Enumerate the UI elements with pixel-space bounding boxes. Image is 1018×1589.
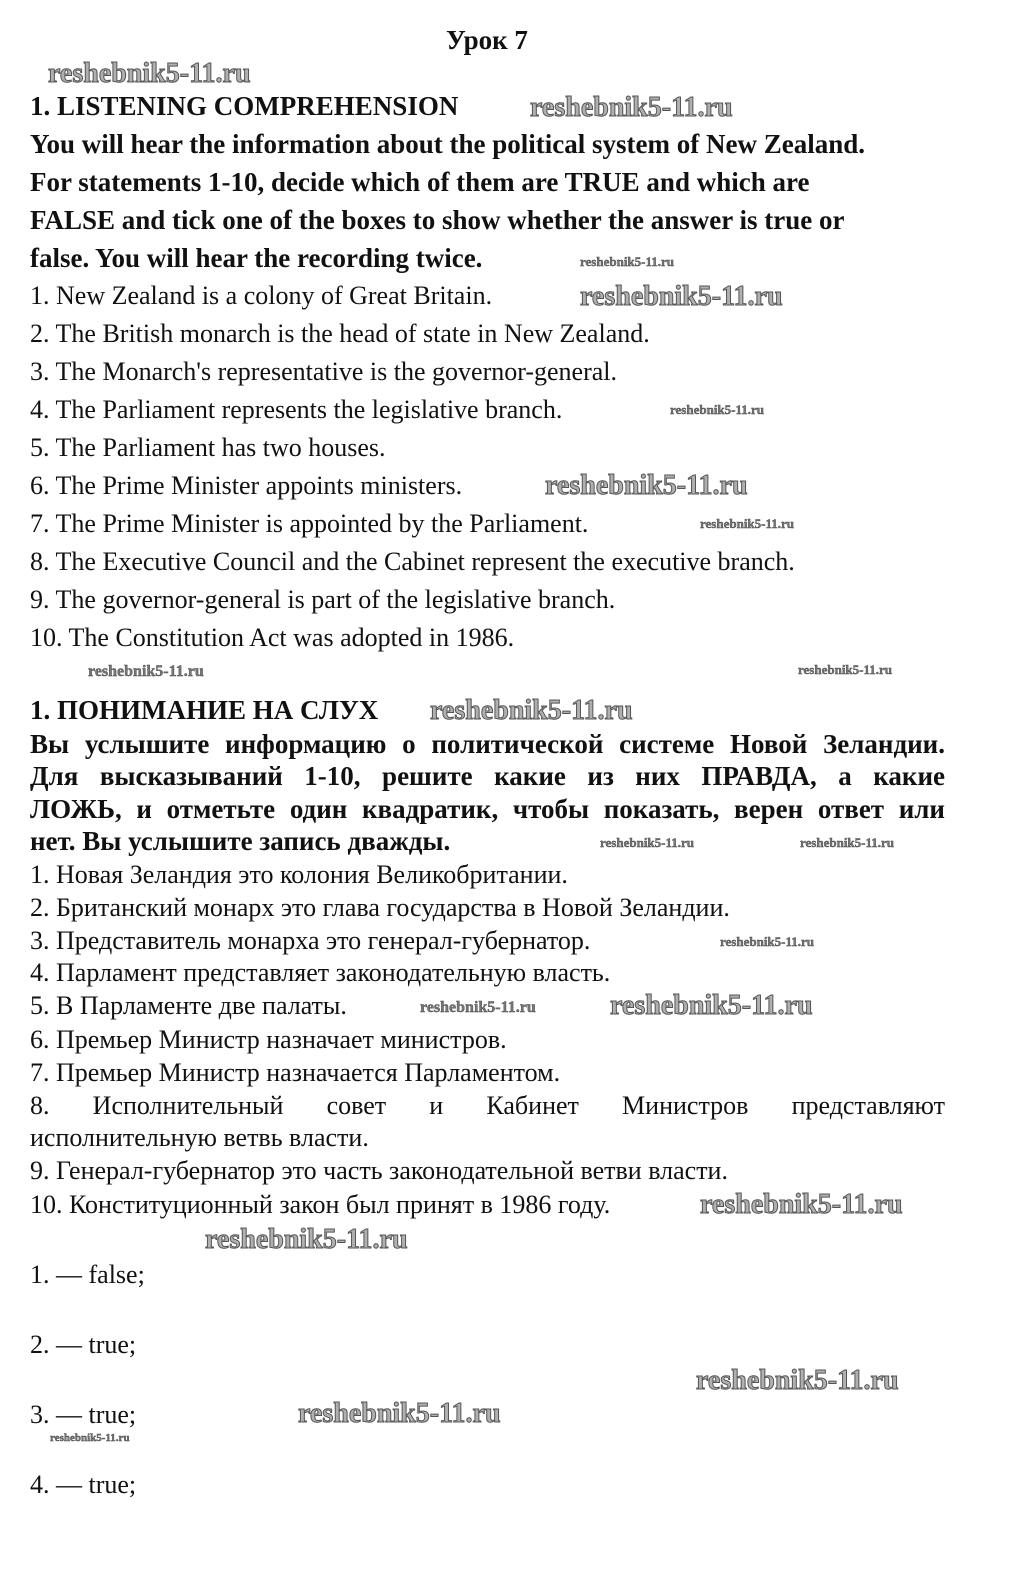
statement: 2. Британский монарх это глава государства в Новой Зеландии. [30,893,730,922]
statement: 5. The Parliament has two houses. [30,433,386,462]
statement: 5. В Парламенте две палаты. [30,991,347,1020]
watermark: reshebnik5-11.ru [610,990,813,1021]
watermark: reshebnik5-11.ru [48,58,251,89]
statement: 7. Премьер Министр назначается Парламентом. [30,1058,561,1087]
english-heading: 1. LISTENING COMPREHENSION [30,91,459,121]
watermark: reshebnik5-11.ru [696,1365,899,1396]
watermark: reshebnik5-11.ru [600,835,695,850]
instruction-line: ЛОЖЬ, и отметьте один квадратик, чтобы показать, верен ответ или [30,794,945,824]
watermark: reshebnik5-11.ru [800,835,895,850]
statement: 8. Исполнительный совет и Кабинет Министров представляют [30,1091,945,1120]
statement: 6. Премьер Министр назначает министров. [30,1025,507,1054]
watermark: reshebnik5-11.ru [580,281,783,312]
statement: 1. Новая Зеландия это колония Великобритании. [30,860,568,889]
watermark: reshebnik5-11.ru [530,92,733,123]
watermark: reshebnik5-11.ru [700,516,795,531]
russian-heading: 1. ПОНИМАНИЕ НА СЛУХ [30,695,379,725]
statement: 10. The Constitution Act was adopted in 1986. [30,623,515,652]
watermark: reshebnik5-11.ru [720,934,815,949]
watermark: reshebnik5-11.ru [580,254,675,269]
instruction-line: You will hear the information about the political system of New Zealand. [30,129,865,159]
instruction-line: Для высказываний 1-10, решите какие из них ПРАВДА, а какие [30,761,945,791]
instruction-line: false. You will hear the recording twice. [30,243,483,273]
statement: 10. Конституционный закон был принят в 1986 году. [30,1190,611,1219]
statement: 4. The Parliament represents the legislative branch. [30,395,563,424]
instruction-line: Вы услышите информацию о политической системе Новой Зеландии. [30,729,945,759]
instruction-line: нет. Вы услышите запись дважды. [30,826,451,856]
answer: 1. — false; [30,1260,145,1289]
page-title: Урок 7 [446,25,528,55]
statement: 7. The Prime Minister is appointed by the Parliament. [30,509,589,538]
answer: 3. — true; [30,1400,137,1429]
statement: исполнительную ветвь власти. [30,1123,369,1152]
statement: 3. The Monarch's representative is the governor-general. [30,357,618,386]
statement: 9. The governor-general is part of the legislative branch. [30,585,616,614]
statement: 4. Парламент представляет законодательную власть. [30,958,611,987]
statement: 2. The British monarch is the head of state in New Zealand. [30,319,650,348]
answer: 4. — true; [30,1470,137,1499]
watermark: reshebnik5-11.ru [798,662,893,677]
watermark: reshebnik5-11.ru [50,1432,130,1444]
watermark: reshebnik5-11.ru [700,1189,903,1220]
statement: 9. Генерал-губернатор это часть законодательной ветви власти. [30,1156,728,1185]
watermark: reshebnik5-11.ru [430,695,633,726]
instruction-line: FALSE and tick one of the boxes to show whether the answer is true or [30,205,845,235]
instruction-line: For statements 1-10, decide which of them are TRUE and which are [30,167,810,197]
watermark: reshebnik5-11.ru [545,470,748,501]
statement: 3. Представитель монарха это генерал-губернатор. [30,926,591,955]
watermark: reshebnik5-11.ru [670,402,765,417]
watermark: reshebnik5-11.ru [298,1398,501,1429]
watermark: reshebnik5-11.ru [420,999,536,1016]
watermark: reshebnik5-11.ru [88,663,204,680]
answer: 2. — true; [30,1330,137,1359]
statement: 1. New Zealand is a colony of Great Britain. [30,281,493,310]
statement: 6. The Prime Minister appoints ministers. [30,471,463,500]
statement: 8. The Executive Council and the Cabinet represent the executive branch. [30,547,795,576]
watermark: reshebnik5-11.ru [205,1224,408,1255]
